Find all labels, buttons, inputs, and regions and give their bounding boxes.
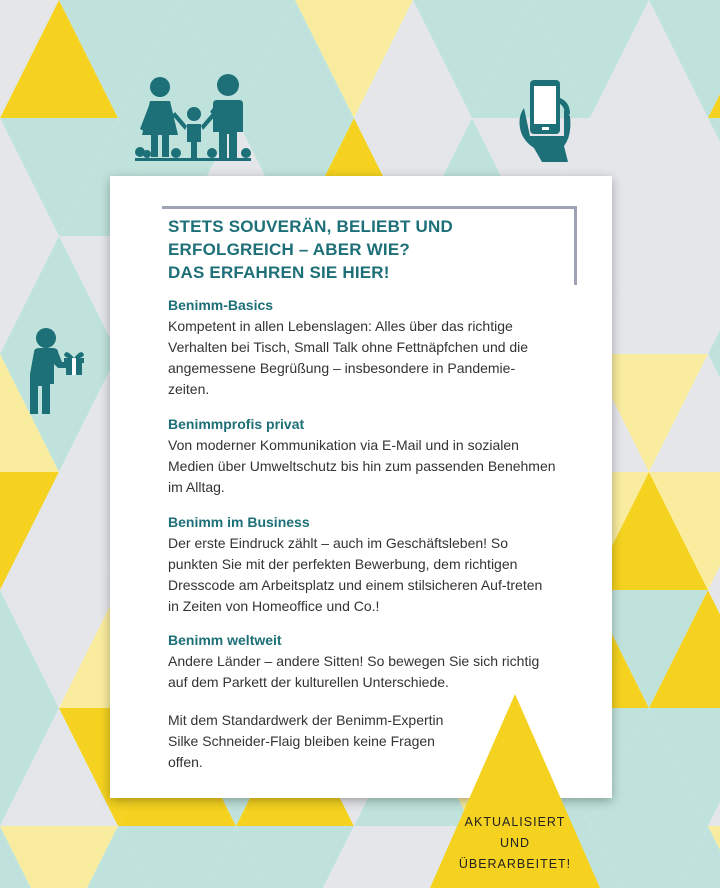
section-text: Von moderner Kommunikation via E-Mail und in sozialen Medien über Umweltschutz bis hin zum passenden Benehmen im Alltag.	[168, 437, 556, 495]
badge-line-3: ÜBERARBEITET!	[458, 857, 572, 871]
section-benimm-basics	[168, 295, 556, 400]
section-text: Kompetent in allen Lebenslagen: Alles über das richtige Verhalten bei Tisch, Small Talk ohne Fettnäpfchen und die angemessene Begrüßung – insbesondere in Pandemie-zeiten.	[168, 318, 529, 397]
section-title: Benimm weltweit	[168, 632, 282, 648]
closing-text: Mit dem Standardwerk der Benimm-Expertin Silke Schneider-Flaig bleiben keine Fragen offen.	[168, 712, 444, 770]
section-title: Benimmprofis privat	[168, 416, 305, 432]
headline-line-2: ERFOLGREICH – ABER WIE?	[168, 240, 410, 259]
section-title: Benimm im Business	[168, 514, 310, 530]
family-icon	[130, 74, 256, 164]
section-benimm-weltweit	[168, 630, 556, 693]
section-title: Benimm-Basics	[168, 297, 274, 313]
headline	[168, 215, 568, 284]
smartphone-icon	[516, 78, 580, 164]
badge-line-2: UND	[499, 836, 531, 850]
update-badge	[440, 812, 590, 875]
section-text: Andere Länder – andere Sitten! So bewegen Sie sich richtig auf dem Parkett der kulturellen Unterschiede.	[168, 653, 540, 690]
section-benimm-im-business	[168, 512, 556, 617]
section-benimmprofis-privat	[168, 414, 556, 498]
badge-line-1: AKTUALISIERT	[464, 815, 566, 829]
headline-line-3: DAS ERFAHREN SIE HIER!	[168, 263, 390, 282]
section-text: Der erste Eindruck zählt – auch im Geschäftsleben! So punkten Sie mit der perfekten Bewerbung, dem richtigen Dresscode am Arbeitsplatz und einem stilsicheren Auf-treten in Zeiten von Homeoffice und Co.!	[168, 535, 543, 614]
gift-giving-person-icon	[26, 326, 90, 416]
headline-line-1: STETS SOUVERÄN, BELIEBT UND	[168, 217, 453, 236]
